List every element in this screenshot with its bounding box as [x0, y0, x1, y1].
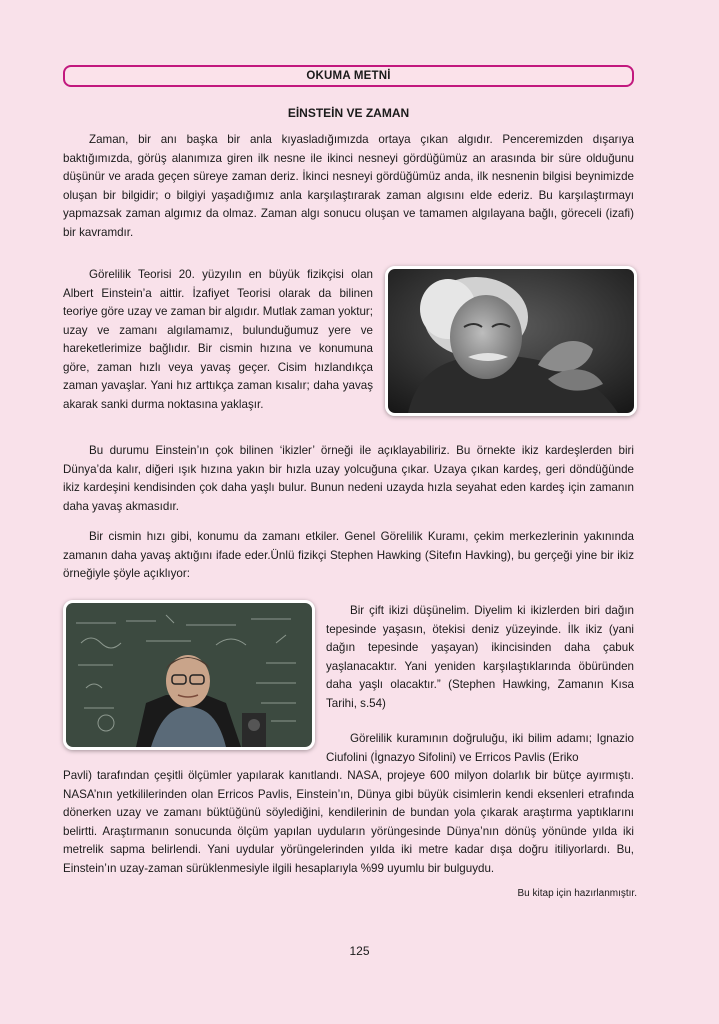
paragraph-intro: Zaman, bir anı başka bir anla kıyasladığımızda ortaya çıkan algıdır. Penceremizden dışarıya baktığımızda, görüş alanımıza giren ilk nesne ile ikinci nesneyi gördüğümüz an arasında bir süre olduğunu düşünür ve arada geçen süreye zaman deriz. İkinci nesneyi gördüğümüz anda, ilk nesnenin bilgisi beynimizde oluşan bir bilgidir; o bilgiyi yaşadığımız anla karşılaştırarak zaman algısını elde ederiz. Bu karşılaştırmayı yapmazsak zaman algımız da olmaz. Zaman algı sonucu oluşan ve tamamen algılayana bağlı, göreceli (izafi) bir kavramdır. [63, 133, 634, 239]
hawking-quote: Bir çift ikizi düşünelim. Diyelim ki ikizlerden biri dağın tepesinde yaşasın, ötekisi deniz yüzeyinde. İlk ikiz (yani dağın tepesinde yaşayan) ikincisinden daha çabuk yaşlanacaktır. Yani yeniden karşılaştıklarında öbüründen daha yaşlı olacaktır.” (Stephen Hawking, Zamanın Kısa Tarihi, s.54) [326, 604, 634, 710]
page-number: 125 [349, 944, 370, 958]
paragraph-proof-start: Görelilik kuramının doğruluğu, iki bilim adamı; Ignazio Ciufolini (İgnazyo Sifolini) ve Erricos Pavlis (Eriko [326, 732, 634, 764]
paragraph-proof-continued: Pavli) tarafından çeşitli ölçümler yapılarak kanıtlandı. NASA, projeye 600 milyon dolarlık bir bütçe ayırmıştı. NASA’nın yetkililerinden olan Erricos Pavlis, Einstein’ın, Dünya gibi büyük cisimlerin kendi eksenleri etrafında dönerken uzay ve zamanı büktüğünü söylediğini, kendilerinin de bundan yola çıkarak araştırma yaptıklarını belirtti. Araştırmanın sonucunda ölçüm yapılan uyduların yörüngesinde Dünya’nın dönüş yönünde yılda iki metrelik sapma belirlendi. Yani uydular yörüngelerinden yılda iki metre kadar dışa doğru itiliyorlardı. Bu, Einstein’ın uzay-zaman sürüklenmesiyle ilgili hesaplarıyla %99 uyumlu bir bulguydu. [63, 769, 634, 875]
paragraph-hawking-intro: Bir cismin hızı gibi, konumu da zamanı etkiler. Genel Görelilik Kuramı, çekim merkezlerinin yakınında zamanın daha yavaş aktığını ifade eder.Ünlü fizikçi Stephen Hawking (Sitefın Havking), bu gerçeği yine bir ikiz örneğiyle şöyle açıklıyor: [63, 530, 634, 580]
article-title: EİNSTEİN VE ZAMAN [287, 106, 410, 120]
source-note: Bu kitap için hazırlanmıştır. [517, 888, 637, 899]
reading-text-banner: OKUMA METNİ [63, 65, 634, 87]
hawking-photo [63, 600, 315, 750]
paragraph-twins: Bu durumu Einstein’ın çok bilinen ‘ikizler’ örneği ile açıklayabiliriz. Bu örnekte ikiz kardeşlerden biri Dünya’da kalır, diğeri ışık hızına yakın bir hızla uzay yolcuğuna çıkar. Uzaya çıkan kardeş, geri döndüğünde ikiz kardeşini kendisinden çok daha yaşlı bulur. Bunun nedeni uzayda hızla seyahat eden kardeş için zamanın daha yavaş akmasıdır. [63, 444, 634, 513]
einstein-photo [385, 266, 637, 416]
paragraph-relativity: Görelilik Teorisi 20. yüzyılın en büyük fizikçisi olan Albert Einstein’a aittir. İzafiyet Teorisi olarak da bilinen teoriye göre uzay ve zaman bir algıdır. Mutlak zaman yoktur; uzay ve zamanı algılamamız, bulunduğumuz yere ve hareketlerimize bağlıdır. Bir cismin hızına ve konumuna göre, zaman hızlı veya yavaş geçer. Cisim hızlandıkça zaman yavaşlar. Yani hız arttıkça zaman kısalır; daha yavaş akarak sanki durma noktasına yaklaşır. [63, 268, 373, 411]
